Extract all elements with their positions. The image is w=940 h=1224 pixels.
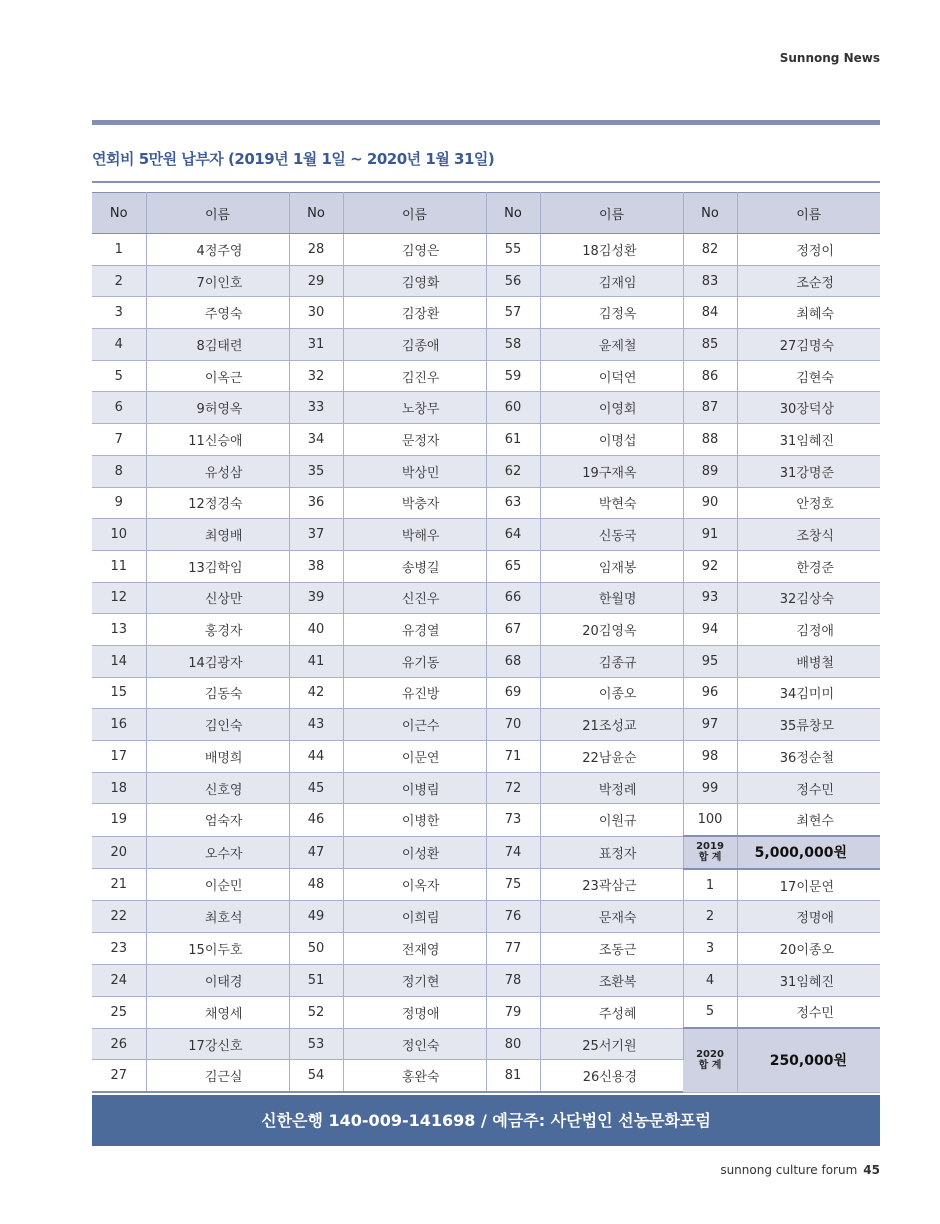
member-number: 73 [486, 804, 540, 836]
member-name: 배병철 [737, 645, 880, 677]
member-number: 36 [289, 487, 343, 519]
member-name: 26신용경 [540, 1060, 683, 1092]
member-name: 임재봉 [540, 550, 683, 582]
member-name: 30장덕상 [737, 392, 880, 424]
member-number: 49 [289, 901, 343, 933]
member-name: 최혜숙 [737, 297, 880, 329]
member-number: 76 [486, 901, 540, 933]
member-name: 12정경숙 [146, 487, 289, 519]
member-number: 2 [92, 265, 146, 297]
member-name: 이병한 [343, 804, 486, 836]
member-number: 91 [683, 519, 737, 551]
member-number: 3 [683, 933, 737, 965]
member-name: 김동숙 [146, 677, 289, 709]
table-row [92, 933, 880, 965]
member-number: 4 [92, 329, 146, 361]
member-number: 47 [289, 836, 343, 869]
member-number: 12 [92, 582, 146, 614]
member-number: 28 [289, 234, 343, 266]
member-number: 1 [683, 869, 737, 901]
table-row [92, 360, 880, 392]
member-name: 14김광자 [146, 645, 289, 677]
member-number: 27 [92, 1060, 146, 1092]
member-name: 이문연 [343, 741, 486, 773]
member-name: 조순정 [737, 265, 880, 297]
member-name: 윤제철 [540, 329, 683, 361]
member-name: 이옥근 [146, 360, 289, 392]
table-row [92, 836, 880, 869]
member-name: 36정순철 [737, 741, 880, 773]
member-name: 7이인호 [146, 265, 289, 297]
member-name: 김근실 [146, 1060, 289, 1092]
member-number: 96 [683, 677, 737, 709]
member-name: 유기동 [343, 645, 486, 677]
member-name: 김정애 [737, 614, 880, 646]
member-number: 26 [92, 1028, 146, 1060]
member-name: 이원규 [540, 804, 683, 836]
total-2019-caption: 합 계 [698, 852, 722, 864]
member-name: 조환복 [540, 964, 683, 996]
member-number: 1 [92, 234, 146, 266]
table-row [92, 297, 880, 329]
table-row [92, 804, 880, 836]
member-name: 김장환 [343, 297, 486, 329]
member-name: 13김학임 [146, 550, 289, 582]
title-rule [92, 181, 880, 183]
member-name: 17이문연 [737, 869, 880, 901]
member-name: 4정주영 [146, 234, 289, 266]
member-name: 김정옥 [540, 297, 683, 329]
member-name: 신진우 [343, 582, 486, 614]
member-name: 한경준 [737, 550, 880, 582]
member-name: 최호석 [146, 901, 289, 933]
member-name: 엄숙자 [146, 804, 289, 836]
member-number: 21 [92, 869, 146, 901]
member-name: 11신승애 [146, 424, 289, 456]
member-name: 18김성환 [540, 234, 683, 266]
member-number: 32 [289, 360, 343, 392]
member-name: 박충자 [343, 487, 486, 519]
member-number: 9 [92, 487, 146, 519]
member-number: 43 [289, 709, 343, 741]
member-name: 23곽삼근 [540, 869, 683, 901]
page-footer [720, 1163, 880, 1177]
member-number: 79 [486, 996, 540, 1028]
total-2019-label [683, 836, 737, 869]
member-name: 조창식 [737, 519, 880, 551]
member-name: 정수민 [737, 772, 880, 804]
member-name: 27김명숙 [737, 329, 880, 361]
member-name: 김종애 [343, 329, 486, 361]
member-number: 4 [683, 964, 737, 996]
total-2020-amount: 250,000원 [737, 1028, 880, 1092]
table-row [92, 645, 880, 677]
member-name: 정명애 [343, 996, 486, 1028]
member-name: 노창무 [343, 392, 486, 424]
member-number: 92 [683, 550, 737, 582]
member-name: 정명애 [737, 901, 880, 933]
member-name: 김현숙 [737, 360, 880, 392]
member-number: 61 [486, 424, 540, 456]
member-name: 박상민 [343, 455, 486, 487]
member-number: 55 [486, 234, 540, 266]
table-row [92, 519, 880, 551]
member-number: 88 [683, 424, 737, 456]
member-number: 67 [486, 614, 540, 646]
column-header: 이름 [540, 193, 683, 234]
member-name: 정기현 [343, 964, 486, 996]
member-name: 이태경 [146, 964, 289, 996]
member-name: 조동근 [540, 933, 683, 965]
member-number: 5 [92, 360, 146, 392]
member-number: 29 [289, 265, 343, 297]
member-number: 82 [683, 234, 737, 266]
member-name: 15이두호 [146, 933, 289, 965]
member-number: 17 [92, 741, 146, 773]
member-number: 20 [92, 836, 146, 869]
member-name: 34김미미 [737, 677, 880, 709]
member-number: 6 [92, 392, 146, 424]
member-number: 11 [92, 550, 146, 582]
member-name: 25서기원 [540, 1028, 683, 1060]
table-row [92, 772, 880, 804]
member-number: 83 [683, 265, 737, 297]
member-number: 80 [486, 1028, 540, 1060]
member-name: 이순민 [146, 869, 289, 901]
table-row [92, 741, 880, 773]
column-header: 이름 [737, 193, 880, 234]
member-number: 5 [683, 996, 737, 1028]
member-number: 15 [92, 677, 146, 709]
member-number: 81 [486, 1060, 540, 1092]
member-name: 이병림 [343, 772, 486, 804]
member-name: 최현수 [737, 804, 880, 836]
member-number: 70 [486, 709, 540, 741]
member-name: 김영화 [343, 265, 486, 297]
member-number: 51 [289, 964, 343, 996]
member-name: 이영회 [540, 392, 683, 424]
member-number: 33 [289, 392, 343, 424]
member-name: 19구재옥 [540, 455, 683, 487]
member-name: 이희림 [343, 901, 486, 933]
column-header: No [486, 193, 540, 234]
member-number: 31 [289, 329, 343, 361]
table-row [92, 265, 880, 297]
member-number: 95 [683, 645, 737, 677]
member-number: 38 [289, 550, 343, 582]
table-row [92, 964, 880, 996]
member-name: 31임혜진 [737, 424, 880, 456]
member-number: 66 [486, 582, 540, 614]
member-name: 신상만 [146, 582, 289, 614]
member-number: 40 [289, 614, 343, 646]
member-name: 31강명준 [737, 455, 880, 487]
member-number: 98 [683, 741, 737, 773]
member-name: 35류창모 [737, 709, 880, 741]
member-number: 10 [92, 519, 146, 551]
member-number: 72 [486, 772, 540, 804]
member-name: 신호영 [146, 772, 289, 804]
table-row [92, 392, 880, 424]
member-number: 39 [289, 582, 343, 614]
table-header-row [92, 193, 880, 234]
member-name: 20김영옥 [540, 614, 683, 646]
member-number: 94 [683, 614, 737, 646]
table-row [92, 1028, 880, 1060]
member-name: 김종규 [540, 645, 683, 677]
member-number: 58 [486, 329, 540, 361]
table-row [92, 996, 880, 1028]
member-number: 62 [486, 455, 540, 487]
member-name: 이명섭 [540, 424, 683, 456]
member-name: 박해우 [343, 519, 486, 551]
member-number: 16 [92, 709, 146, 741]
member-number: 30 [289, 297, 343, 329]
member-number: 45 [289, 772, 343, 804]
table-row [92, 329, 880, 361]
member-name: 이종오 [540, 677, 683, 709]
member-number: 87 [683, 392, 737, 424]
column-header: 이름 [343, 193, 486, 234]
member-name: 홍경자 [146, 614, 289, 646]
member-number: 44 [289, 741, 343, 773]
member-name: 김재임 [540, 265, 683, 297]
member-number: 57 [486, 297, 540, 329]
column-header: No [92, 193, 146, 234]
total-2020-year: 2020 [696, 1049, 724, 1061]
member-number: 14 [92, 645, 146, 677]
member-name: 정수민 [737, 996, 880, 1028]
member-name: 채영세 [146, 996, 289, 1028]
member-number: 25 [92, 996, 146, 1028]
member-name: 20이종오 [737, 933, 880, 965]
member-name: 안정호 [737, 487, 880, 519]
member-number: 63 [486, 487, 540, 519]
column-header: 이름 [146, 193, 289, 234]
top-rule [92, 120, 880, 125]
member-number: 22 [92, 901, 146, 933]
member-number: 64 [486, 519, 540, 551]
member-name: 신동국 [540, 519, 683, 551]
member-name: 9허영옥 [146, 392, 289, 424]
member-number: 74 [486, 836, 540, 869]
member-name: 박정례 [540, 772, 683, 804]
table-row [92, 424, 880, 456]
member-number: 86 [683, 360, 737, 392]
member-name: 최영배 [146, 519, 289, 551]
member-name: 이성환 [343, 836, 486, 869]
member-name: 유경열 [343, 614, 486, 646]
table-row [92, 487, 880, 519]
member-number: 34 [289, 424, 343, 456]
table-row [92, 869, 880, 901]
table-row [92, 582, 880, 614]
member-name: 31임혜진 [737, 964, 880, 996]
page-number: 45 [863, 1163, 880, 1177]
total-2020-label [683, 1028, 737, 1092]
member-number: 13 [92, 614, 146, 646]
member-number: 54 [289, 1060, 343, 1092]
member-name: 32김상숙 [737, 582, 880, 614]
member-number: 52 [289, 996, 343, 1028]
member-number: 46 [289, 804, 343, 836]
member-number: 60 [486, 392, 540, 424]
member-name: 이옥자 [343, 869, 486, 901]
table-row [92, 614, 880, 646]
member-number: 48 [289, 869, 343, 901]
member-number: 84 [683, 297, 737, 329]
member-number: 23 [92, 933, 146, 965]
member-name: 배명희 [146, 741, 289, 773]
member-number: 59 [486, 360, 540, 392]
member-name: 김영은 [343, 234, 486, 266]
member-name: 17강신호 [146, 1028, 289, 1060]
member-name: 21조성교 [540, 709, 683, 741]
member-number: 56 [486, 265, 540, 297]
member-name: 이근수 [343, 709, 486, 741]
member-name: 주영숙 [146, 297, 289, 329]
member-number: 8 [92, 455, 146, 487]
member-number: 3 [92, 297, 146, 329]
total-2019-year: 2019 [696, 841, 724, 853]
member-name: 한월명 [540, 582, 683, 614]
member-name: 정인숙 [343, 1028, 486, 1060]
member-number: 35 [289, 455, 343, 487]
table-row [92, 455, 880, 487]
section-title: 연회비 5만원 납부자 (2019년 1월 1일 ~ 2020년 1월 31일) [92, 150, 495, 168]
table-row [92, 677, 880, 709]
column-header: No [289, 193, 343, 234]
member-name: 문재숙 [540, 901, 683, 933]
column-header: No [683, 193, 737, 234]
member-number: 42 [289, 677, 343, 709]
member-name: 홍완숙 [343, 1060, 486, 1092]
member-number: 65 [486, 550, 540, 582]
member-number: 24 [92, 964, 146, 996]
table-row [92, 550, 880, 582]
member-number: 77 [486, 933, 540, 965]
bank-account-bar: 신한은행 140-009-141698 / 예금주: 사단법인 선농문화포럼 [92, 1095, 880, 1146]
member-number: 41 [289, 645, 343, 677]
member-number: 19 [92, 804, 146, 836]
member-name: 22남윤순 [540, 741, 683, 773]
member-name: 유진방 [343, 677, 486, 709]
member-name: 김인숙 [146, 709, 289, 741]
table-row [92, 709, 880, 741]
member-number: 99 [683, 772, 737, 804]
total-2020-caption: 합 계 [698, 1060, 722, 1072]
member-name: 송병길 [343, 550, 486, 582]
member-number: 100 [683, 804, 737, 836]
member-number: 50 [289, 933, 343, 965]
table-row [92, 901, 880, 933]
member-number: 7 [92, 424, 146, 456]
member-name: 정정이 [737, 234, 880, 266]
donor-table [92, 192, 880, 1093]
member-number: 71 [486, 741, 540, 773]
member-name: 전재영 [343, 933, 486, 965]
member-name: 김진우 [343, 360, 486, 392]
table-row [92, 234, 880, 266]
member-number: 68 [486, 645, 540, 677]
member-number: 2 [683, 901, 737, 933]
member-name: 이덕연 [540, 360, 683, 392]
member-number: 97 [683, 709, 737, 741]
member-number: 75 [486, 869, 540, 901]
member-number: 78 [486, 964, 540, 996]
magazine-name: sunnong culture forum [720, 1163, 858, 1177]
member-name: 오수자 [146, 836, 289, 869]
member-number: 90 [683, 487, 737, 519]
member-number: 53 [289, 1028, 343, 1060]
total-2019-amount: 5,000,000원 [737, 836, 880, 869]
member-name: 표정자 [540, 836, 683, 869]
member-number: 69 [486, 677, 540, 709]
member-number: 93 [683, 582, 737, 614]
member-number: 89 [683, 455, 737, 487]
member-name: 8김태련 [146, 329, 289, 361]
member-number: 37 [289, 519, 343, 551]
publication-name: Sunnong News [779, 51, 880, 65]
member-name: 주성혜 [540, 996, 683, 1028]
member-name: 박현숙 [540, 487, 683, 519]
member-number: 85 [683, 329, 737, 361]
member-name: 문정자 [343, 424, 486, 456]
member-name: 유성삼 [146, 455, 289, 487]
member-number: 18 [92, 772, 146, 804]
